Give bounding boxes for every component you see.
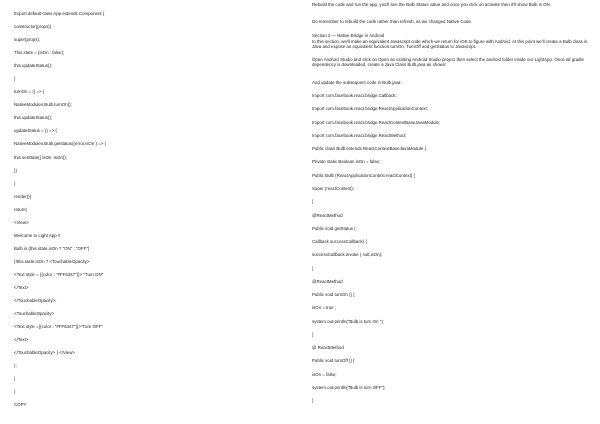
code-line: ); xyxy=(14,363,17,368)
code-line: </TouchableOpacity> } </View> xyxy=(14,350,75,355)
code-line: </Text> xyxy=(14,337,29,342)
code-line: constructor(props){ xyxy=(14,24,52,29)
code-line: Import com.facebook.react.bridge.ReactApplicationContext; xyxy=(312,106,428,111)
code-line: Private static Boolean isOn = false; xyxy=(312,159,381,164)
code-line: @ReactMethod xyxy=(312,279,343,284)
code-line: } xyxy=(14,181,16,186)
code-line: Callback successCallback) { xyxy=(312,239,367,244)
code-line: this.updateStatus(); xyxy=(14,63,53,68)
code-line: } xyxy=(14,389,16,394)
code-line: system.out.println("Bulb is turn On "); xyxy=(312,319,384,324)
code-line: this.setState({ isOn: isOn}); xyxy=(14,155,67,160)
code-line: <View> xyxy=(14,220,29,225)
intro-note: Do remember to rebuild the code rather than refresh, as we changed Native Code. xyxy=(312,19,473,24)
code-line: Public class Bulb extends ReactContextBaseJavaModule { xyxy=(312,146,426,151)
code-line: {!this.state.isOn ? <TouchableOpacity> xyxy=(14,259,90,264)
instructions-paragraph: Open Android Studio and click on Open an existing Android Studio project then select the android folder inside our LightApp. Once all gradle dependency is downloaded, create a Java Class Bulb.java as shown: xyxy=(312,57,584,68)
code-line: <Text style ={{color : "#FF6347"}}>"Turn OFF" xyxy=(14,324,103,329)
code-line: Import com.facebook.react.bridge.ReactMethod; xyxy=(312,133,406,138)
code-line: <TouchableOpacity> xyxy=(14,311,55,316)
update-note: And update the subsequent code in Bulb.java: xyxy=(312,80,402,85)
code-line: Public void turnOn () { xyxy=(312,292,355,297)
code-line: </Text> xyxy=(14,285,29,290)
code-line: render(){ xyxy=(14,194,32,199)
code-line: } xyxy=(14,376,16,381)
code-line: Bulb is {this.state.isOn ? "ON" : "OFF"} xyxy=(14,246,90,251)
code-line: NativeModules.Bulb.turnOn(); xyxy=(14,102,72,107)
code-line: } xyxy=(312,266,314,271)
code-line: } xyxy=(312,398,314,403)
code-line: } xyxy=(14,76,16,81)
code-line: updateStatus = () => { xyxy=(14,128,57,133)
intro-paragraph: Rebuild the code and run the app, you'll see the Bulb Status value and once you click on activate then it'll show Bulb is ON xyxy=(312,2,550,7)
code-line: Welcome to Light App !! xyxy=(14,233,61,238)
code-line: Import com.facebook.react.bridge.Callback; xyxy=(312,93,397,98)
code-line: } xyxy=(312,199,314,204)
code-line: Public void turnOff () { xyxy=(312,358,355,363)
code-line: }) xyxy=(14,168,17,173)
code-line: This.state = {isOn : false}; xyxy=(14,50,65,55)
code-line: Public Bulb (ReactApplicationContext reactContext) { xyxy=(312,173,415,178)
code-line: Export default class App extends Component { xyxy=(14,11,105,16)
code-line: successCallback.invoke ( null,isOn); xyxy=(312,252,383,257)
code-line: this.updateStatus(); xyxy=(14,115,53,120)
section-body: In this section, we'll make an equivalent Javascript code which we return for iOS to figure with Android. At this point we'll create a Bulb class in Java and expose an equivalent function turnOn, TurnOff and getStatus to Javascript. xyxy=(312,39,588,50)
section-heading: Section 2 — Native Bridge in Android xyxy=(312,33,385,38)
copy-label: COPY xyxy=(14,402,27,407)
code-line: system.out.println("Bulb is turn OFF"); xyxy=(312,385,386,390)
code-line: Public void getStatus ( xyxy=(312,226,356,231)
code-line: super(props); xyxy=(14,37,41,42)
code-line: @ReactMethod xyxy=(312,213,343,218)
code-line: NativeModules.Bulb.getstatus((error,isOn ) => { xyxy=(14,141,107,146)
code-line: <Text style = {{color : "#FF6347"}}> "Turn ON" xyxy=(14,272,104,277)
code-line: Super (reactContext); xyxy=(312,186,354,191)
code-line: </TouchableOpacity>: xyxy=(14,298,57,303)
code-line: return( xyxy=(14,207,27,212)
code-line: turnOn = () => { xyxy=(14,89,45,94)
code-line: isOn = true ; xyxy=(312,305,337,310)
code-line: } xyxy=(312,332,314,337)
code-line: @ ReactMethod xyxy=(312,345,344,350)
code-line: isOn = false; xyxy=(312,372,337,377)
code-line: Import com.facebook.react.bridge.ReactContextBaseJavaModule; xyxy=(312,120,441,125)
